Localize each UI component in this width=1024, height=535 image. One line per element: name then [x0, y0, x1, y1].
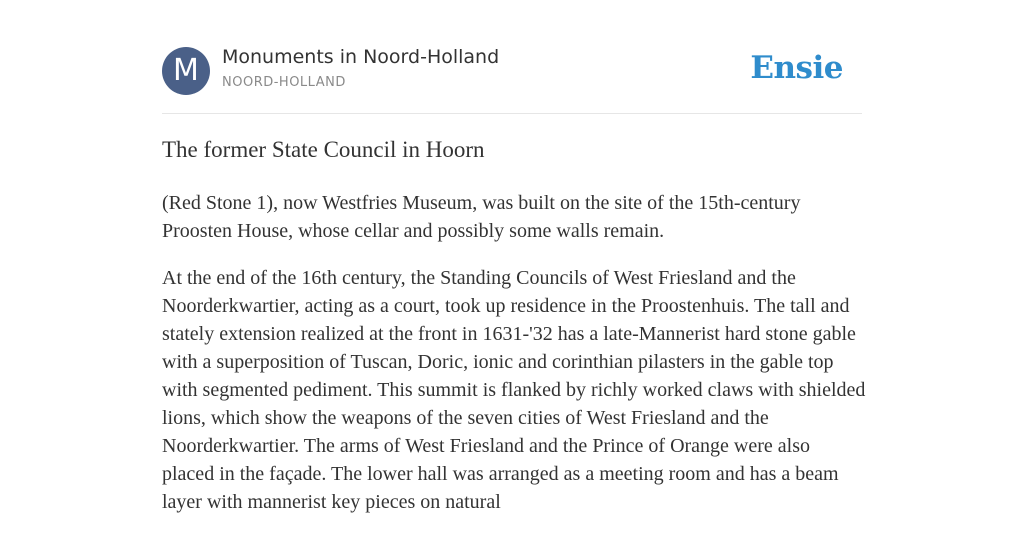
- article-title: The former State Council in Hoorn: [162, 137, 485, 162]
- site-subtitle: NOORD-HOLLAND: [222, 75, 346, 90]
- site-title-link[interactable]: Monuments in Noord-Holland: [222, 46, 500, 68]
- page: [162, 0, 866, 513]
- avatar[interactable]: M: [162, 47, 210, 95]
- article-paragraph: At the end of the 16th century, the Standing Councils of West Friesland and the Noorderkwartier, acting as a court, took up residence in the Proostenhuis. The tall and stately extension realized at the front in 1631-'32 has a late-Mannerist hard stone gable with a superposition of Tuscan, Doric, ionic and corinthian pilasters in the gable top with segmented pediment. This summit is flanked by richly worked claws with shielded lions, which show the weapons of the seven cities of West Friesland and the Noorderkwartier. The arms of West Friesland and the Prince of Orange were also placed in the façade. The lower hall was arranged as a meeting room and has a beam layer with mannerist key pieces on natural: [162, 267, 866, 513]
- site-header: [162, 0, 862, 114]
- article-paragraph: (Red Stone 1), now Westfries Museum, was built on the site of the 15th-century Proosten House, whose cellar and possibly some walls remain.: [162, 192, 801, 242]
- ensie-logo[interactable]: Ensie: [750, 50, 843, 86]
- article-body: [162, 189, 867, 535]
